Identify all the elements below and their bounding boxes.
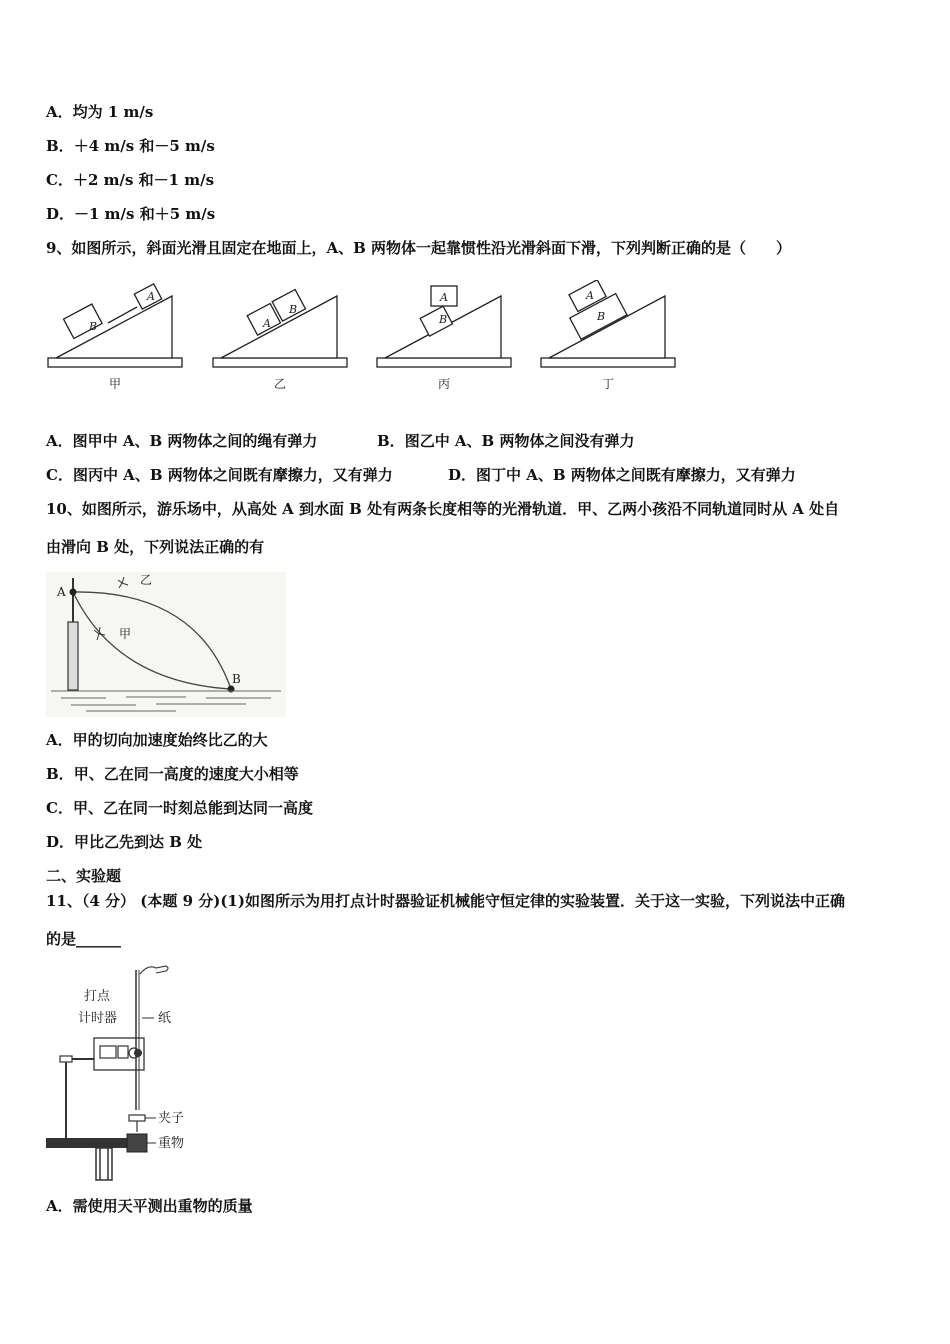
q9-figures — [44, 280, 684, 400]
label-b-yi: B — [289, 303, 298, 316]
incline-yi — [213, 289, 347, 367]
q8-option-d — [46, 204, 215, 224]
option-letter: B． — [46, 765, 74, 783]
option-text: 图丙中 A、B 两物体之间既有摩擦力，又有弹力 — [72, 466, 393, 484]
incline-ding — [541, 280, 675, 367]
incline-jia — [48, 284, 182, 367]
option-text: 图乙中 A、B 两物体之间没有弹力 — [404, 432, 635, 450]
q9-option-c — [46, 465, 393, 485]
label-clip: 夹子 — [158, 1111, 185, 1126]
label-b: B — [232, 672, 241, 686]
label-a: A — [57, 585, 66, 599]
label-b-bing: B — [439, 313, 448, 326]
option-letter: D． — [46, 205, 75, 223]
label-a-yi: A — [263, 317, 271, 330]
option-letter: A． — [46, 432, 73, 450]
option-letter: A． — [46, 1197, 73, 1215]
caption-jia: 甲 — [108, 377, 122, 391]
q10-option-d — [46, 832, 202, 852]
option-letter: C． — [46, 466, 73, 484]
q10-option-b — [46, 764, 299, 784]
option-text: ＋2 m/s 和－1 m/s — [72, 171, 215, 189]
label-a-ding: A — [586, 289, 594, 302]
option-text: 需使用天平测出重物的质量 — [72, 1197, 253, 1215]
option-text: 图丁中 A、B 两物体之间既有摩擦力，又有弹力 — [476, 466, 796, 484]
q11-figure — [44, 960, 204, 1182]
hand-icon — [140, 966, 168, 974]
q11-option-a — [46, 1196, 253, 1216]
label-timer-1: 打点 — [84, 989, 111, 1004]
q8-option-b — [46, 136, 215, 156]
q9-option-a — [46, 431, 317, 451]
label-paper: 纸 — [158, 1011, 172, 1026]
label-yi: 乙 — [140, 573, 153, 587]
option-letter: D． — [448, 466, 477, 484]
tower-pole — [68, 622, 78, 690]
option-text: 甲比乙先到达 B 处 — [74, 833, 203, 851]
option-letter: A． — [46, 731, 73, 749]
q9-option-d — [448, 465, 796, 485]
caption-yi: 乙 — [273, 377, 287, 391]
label-b-ding: B — [597, 310, 606, 323]
q8-option-c — [46, 170, 214, 190]
label-a-bing: A — [440, 291, 448, 304]
option-letter: A． — [46, 103, 73, 121]
section-title: 二、实验题 — [46, 867, 122, 885]
label-b-jia: B — [89, 320, 98, 333]
option-text: 均为 1 m/s — [72, 103, 154, 121]
option-letter: B． — [377, 432, 405, 450]
option-letter: B． — [46, 137, 74, 155]
point-a — [70, 589, 77, 596]
q10-option-c — [46, 798, 313, 818]
option-text: 甲的切向加速度始终比乙的大 — [72, 731, 268, 749]
clip — [129, 1115, 145, 1121]
q10-option-a — [46, 730, 268, 750]
q11-stem-line2: 的是______ — [46, 930, 122, 948]
option-text: －1 m/s 和＋5 m/s — [74, 205, 216, 223]
q9-stem: 9、如图所示，斜面光滑且固定在地面上，A、B 两物体一起靠惯性沿光滑斜面下滑，下列判断正确的是（ ） — [46, 239, 791, 257]
caption-bing: 丙 — [437, 377, 451, 391]
option-letter: C． — [46, 171, 73, 189]
option-text: ＋4 m/s 和－5 m/s — [73, 137, 215, 155]
q10-stem-line1: 10、如图所示，游乐场中，从高处 A 到水面 B 处有两条长度相等的光滑轨道．甲、乙两小孩沿不同轨道同时从 A 处自 — [46, 500, 840, 518]
weight — [127, 1134, 147, 1152]
option-text: 图甲中 A、B 两物体之间的绳有弹力 — [72, 432, 318, 450]
option-text: 甲、乙在同一高度的速度大小相等 — [73, 765, 299, 783]
q9-option-b — [377, 431, 634, 451]
option-letter: C． — [46, 799, 73, 817]
q8-option-a — [46, 102, 153, 122]
stand-base — [46, 1138, 138, 1148]
label-weight: 重物 — [158, 1136, 185, 1151]
option-letter: D． — [46, 833, 75, 851]
q10-stem-line2: 由滑向 B 处，下列说法正确的有 — [46, 538, 265, 556]
option-text: 甲、乙在同一时刻总能到达同一高度 — [72, 799, 313, 817]
label-jia: 甲 — [119, 627, 132, 641]
label-a-jia: A — [147, 290, 155, 303]
q11-stem-line1: 11、（4 分） (本题 9 分)(1)如图所示为用打点计时器验证机械能守恒定律的实验装置．关于这一实验，下列说法中正确 — [46, 892, 845, 910]
q10-figure — [46, 572, 286, 717]
label-timer-2: 计时器 — [78, 1011, 118, 1026]
caption-ding: 丁 — [601, 377, 615, 391]
